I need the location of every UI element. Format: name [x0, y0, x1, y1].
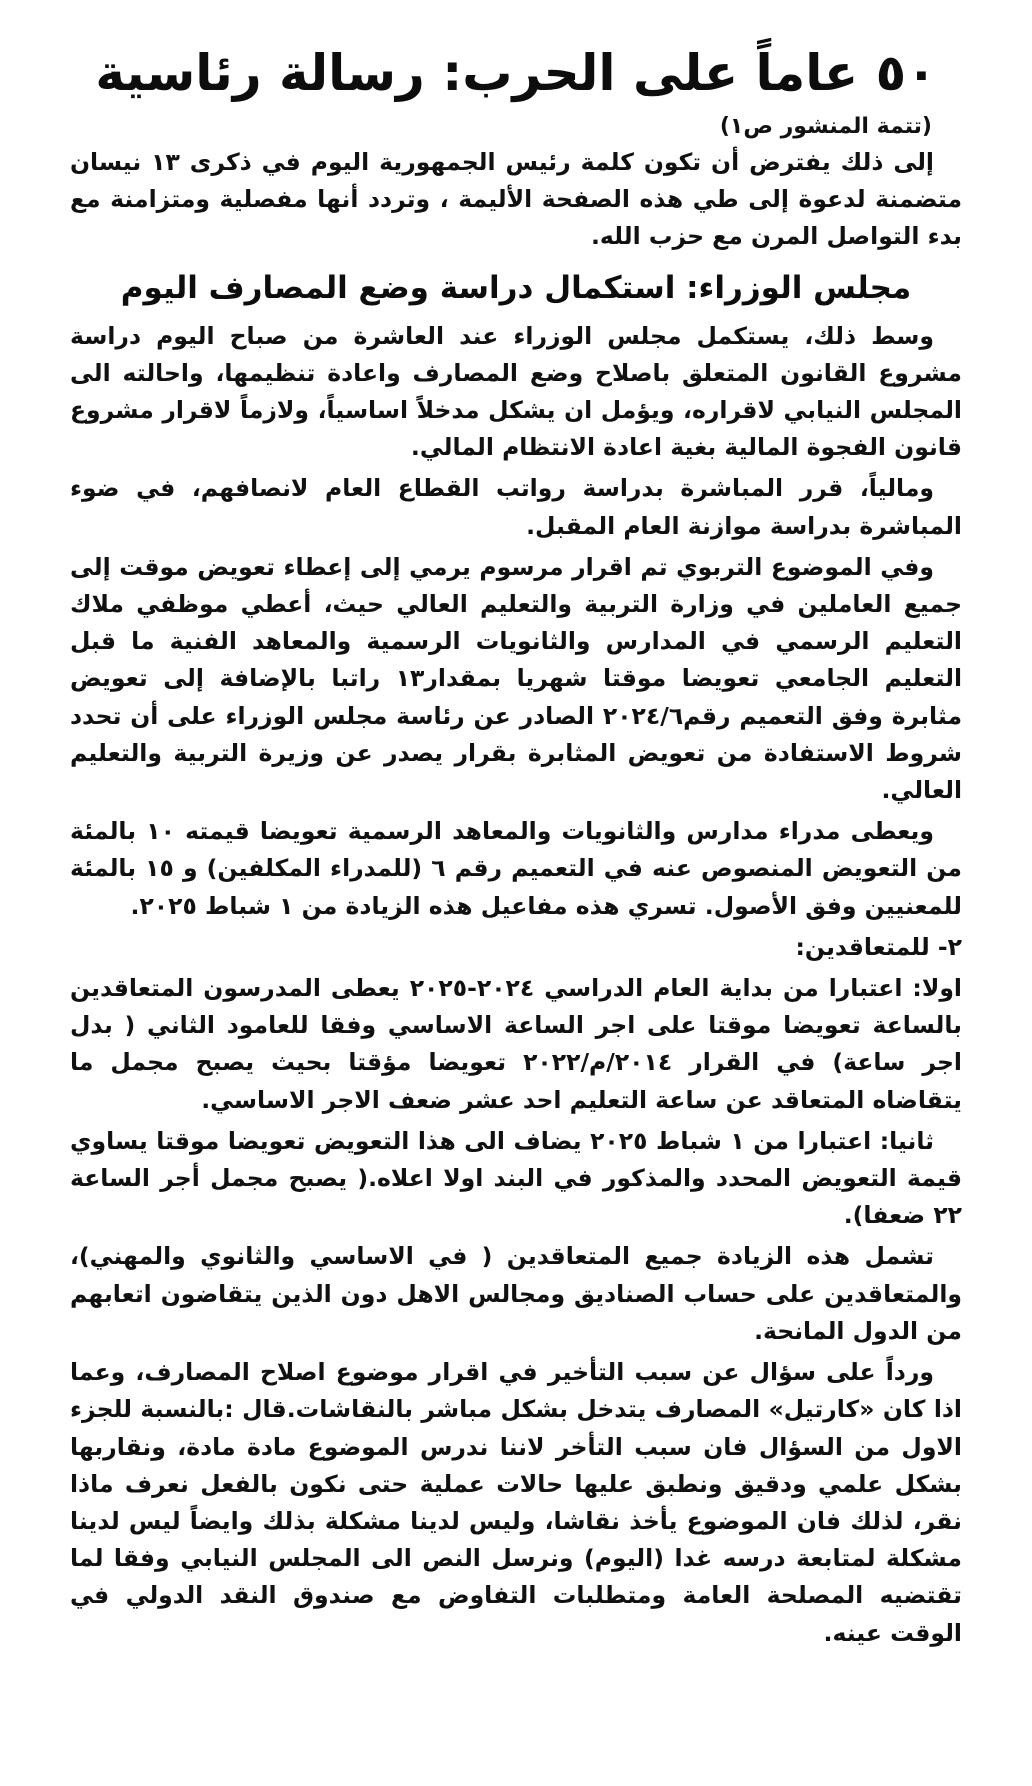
continuation-note: (تتمة المنشور ص١): [719, 114, 932, 139]
section-subheading: مجلس الوزراء: استكمال دراسة وضع المصارف اليوم: [120, 269, 912, 306]
body-paragraph: ثانيا: اعتبارا من ١ شباط ٢٠٢٥ يضاف الى هذا التعويض تعويضا موقتا يساوي قيمة التعويض المحدد والمذكور في البند اولا اعلاه.( يصبح مجمل أجر الساعة ٢٢ ضعفا).: [70, 1126, 962, 1230]
body-paragraph: وفي الموضوع التربوي تم اقرار مرسوم يرمي إلى إعطاء تعويض موقت إلى جميع العاملين في وزارة التربية والتعليم العالي حيث، أعطي موظفي ملاك التعليم الرسمي في المدارس والثانويات الرسمية والمعاهد الفنية ما قبل التعليم الجامعي تعويضا موقتا شهريا بمقدار١٣ راتبا بالإضافة إلى تعويض مثابرة وفق التعميم رقم٢٠٢٤/٦ الصادر عن رئاسة مجلس الوزراء على أن تحدد شروط الاستفادة من تعويض المثابرة بقرار يصدر عن وزيرة التربية والتعليم العالي.: [70, 552, 962, 805]
intro-paragraph: إلى ذلك يفترض أن تكون كلمة رئيس الجمهورية اليوم في ذكرى ١٣ نيسان متضمنة لدعوة إلى طي هذه الصفحة الأليمة ، وتردد أنها مفصلية ومتزامنة مع بدء التواصل المرن مع حزب الله.: [70, 148, 962, 251]
body-paragraph: تشمل هذه الزيادة جميع المتعاقدين ( في الاساسي والثانوي والمهني)، والمتعاقدين على حساب الصناديق ومجالس الاهل دون الذين يتقاضون اتعابهم من الدول المانحة.: [70, 1242, 962, 1345]
body-paragraph: ومالياً، قرر المباشرة بدراسة رواتب القطاع العام لانصافهم، في ضوء المباشرة بدراسة موازنة العام المقبل.: [70, 474, 962, 540]
body-paragraph: ورداً على سؤال عن سبب التأخير في اقرار موضوع اصلاح المصارف، وعما اذا كان «كارتيل» المصارف يتدخل بشكل مباشر بالنقاشات.قال :بالنسبة للجزء الاول من السؤال فان سبب التأخر لاننا ندرس الموضوع مادة مادة، ونقاربها بشكل علمي ودقيق ونطبق عليها حالات عملية حتى نكون بالفعل نعرف ماذا نقر، لذلك فان الموضوع يأخذ نقاشا، وليس لدينا مشكلة بذلك وايضاً ليس لدينا مشكلة لمتابعة درسه غدا (اليوم) ونرسل النص الى المجلس النيابي وفقا لما تقتضيه المصلحة العامة ومتطلبات التفاوض مع صندوق النقد الدولي في الوقت عينه.: [70, 1358, 962, 1647]
body-paragraph: وسط ذلك، يستكمل مجلس الوزراء عند العاشرة من صباح اليوم دراسة مشروع القانون المتعلق باصلاح وضع المصارف واعادة تنظيمها، واحالته الى المجلس النيابي لاقراره، ويؤمل ان يشكل مدخلاً اساسياً، ولازماً لاقرار مشروع قانون الفجوة المالية بغية اعادة الانتظام المالي.: [70, 321, 962, 462]
list-heading: ٢- للمتعاقدين:: [795, 932, 962, 961]
article-headline: ٥٠ عاماً على الحرب: رسالة رئاسية: [95, 44, 937, 102]
body-paragraph: اولا: اعتبارا من بداية العام الدراسي ٢٠٢٤-٢٠٢٥ يعطى المدرسون المتعاقدين بالساعة تعويضا موقتا على اجر الساعة الاساسي وفقا للعامود الثاني ( بدل اجر ساعة) في القرار ٢٠١٤/م/٢٠٢٢ تعويضا مؤقتا بحيث يصبح مجمل ما يتقاضاه المتعاقد عن ساعة التعليم احد عشر ضعف الاجر الاساسي.: [70, 974, 962, 1114]
body-paragraph: ويعطى مدراء مدارس والثانويات والمعاهد الرسمية تعويضا قيمته ١٠ بالمئة من التعويض المنصوص عنه في التعميم رقم ٦ (للمدراء المكلفين) و ١٥ بالمئة للمعنيين وفق الأصول. تسري هذه مفاعيل هذه الزيادة من ١ شباط ٢٠٢٥.: [70, 817, 962, 920]
